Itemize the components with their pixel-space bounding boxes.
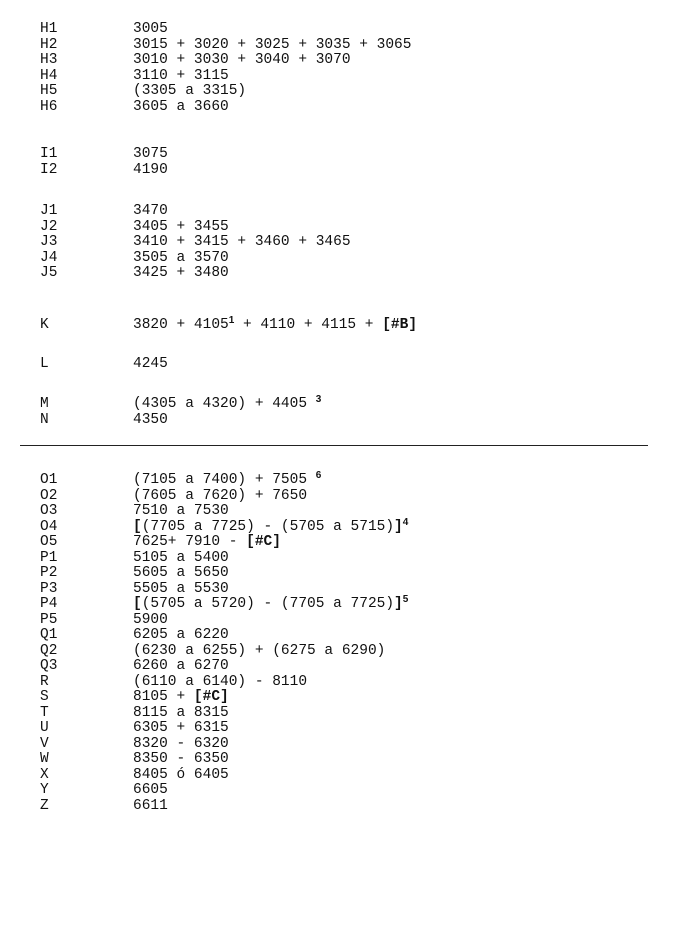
table-row xyxy=(0,235,700,251)
row-expression: (7605 a 7620) + 7650 xyxy=(133,487,308,504)
group-j xyxy=(0,204,700,282)
reference-tag: [#B] xyxy=(382,317,418,333)
row-expression: 3110 + 3115 xyxy=(133,67,229,84)
row-expression: 6260 a 6270 xyxy=(133,658,229,674)
row-code: O3 xyxy=(40,503,58,519)
row-code: N xyxy=(40,411,49,428)
group-i xyxy=(0,147,700,178)
row-expression xyxy=(133,470,322,489)
table-row xyxy=(0,22,700,38)
row-expression: (6230 a 6255) + (6275 a 6290) xyxy=(133,642,386,659)
row-code: W xyxy=(40,751,49,767)
footnote-marker: 6 xyxy=(315,470,322,481)
table-row xyxy=(0,413,700,429)
table-row xyxy=(0,53,700,69)
footnote-marker: 5 xyxy=(402,594,409,605)
row-expression: 3505 a 3570 xyxy=(133,249,229,266)
table-row xyxy=(0,470,700,489)
row-code: H2 xyxy=(40,36,58,53)
row-code: H3 xyxy=(40,52,58,68)
table-row xyxy=(0,516,700,536)
table-row xyxy=(0,204,700,220)
row-code: K xyxy=(40,317,49,333)
row-code: H5 xyxy=(40,83,58,99)
bracket-close: ] xyxy=(394,596,403,612)
row-code: Q2 xyxy=(40,642,58,659)
expression-part: 7625+ 7910 - xyxy=(133,534,247,550)
row-code: I2 xyxy=(40,161,58,178)
footnote-marker: 3 xyxy=(315,394,322,405)
table-row xyxy=(0,675,700,691)
footnote-marker: 4 xyxy=(402,516,409,528)
row-expression: 4245 xyxy=(133,356,168,372)
row-expression xyxy=(133,516,409,536)
row-expression: 6205 a 6220 xyxy=(133,627,229,643)
row-code: J2 xyxy=(40,218,58,235)
row-code: L xyxy=(40,356,49,372)
row-code: O2 xyxy=(40,487,58,504)
row-expression: 8350 - 6350 xyxy=(133,751,229,767)
section-divider xyxy=(20,445,648,446)
table-row xyxy=(0,357,700,373)
table-row xyxy=(0,69,700,85)
row-code: P4 xyxy=(40,596,58,612)
row-code: H4 xyxy=(40,67,58,84)
row-expression: 3005 xyxy=(133,21,168,37)
table-row xyxy=(0,551,700,567)
table-row xyxy=(0,315,700,334)
row-code: J5 xyxy=(40,265,58,281)
row-expression: 3075 xyxy=(133,146,168,162)
table-row xyxy=(0,582,700,598)
group-lower xyxy=(0,470,700,814)
row-expression xyxy=(133,690,229,706)
table-row xyxy=(0,489,700,505)
row-code: P1 xyxy=(40,549,58,566)
table-row xyxy=(0,266,700,282)
expression-part: (7705 a 7725) - (5705 a 5715) xyxy=(141,518,395,535)
table-row xyxy=(0,147,700,163)
row-code: T xyxy=(40,704,49,721)
row-expression: 3425 + 3480 xyxy=(133,265,229,281)
table-row xyxy=(0,38,700,54)
reference-tag: [#C] xyxy=(246,534,281,550)
row-expression: 5605 a 5650 xyxy=(133,565,229,581)
reference-tag: [#C] xyxy=(193,689,229,705)
row-expression: (6110 a 6140) - 8110 xyxy=(133,673,308,690)
table-row xyxy=(0,752,700,768)
row-code: J1 xyxy=(40,203,58,219)
row-expression: 3470 xyxy=(133,203,168,219)
row-code: O1 xyxy=(40,472,58,488)
row-expression: 8320 - 6320 xyxy=(133,735,229,752)
table-row xyxy=(0,613,700,629)
row-code: Z xyxy=(40,797,49,814)
table-row xyxy=(0,594,700,613)
row-code: X xyxy=(40,766,49,783)
group-l xyxy=(0,357,700,373)
row-expression: 6305 + 6315 xyxy=(133,720,229,736)
table-row xyxy=(0,721,700,737)
expression-part: 8105 + xyxy=(133,689,194,705)
row-code: O5 xyxy=(40,534,58,550)
group-h xyxy=(0,22,700,115)
row-code: J3 xyxy=(40,234,58,250)
table-row xyxy=(0,535,700,551)
row-expression: 8115 a 8315 xyxy=(133,704,229,721)
row-expression xyxy=(133,535,281,551)
footnote-marker: 1 xyxy=(228,315,235,326)
row-expression: 6605 xyxy=(133,782,168,798)
row-code: S xyxy=(40,689,49,705)
row-code: H6 xyxy=(40,98,58,115)
row-expression: 3410 + 3415 + 3460 + 3465 xyxy=(133,234,351,250)
row-code: I1 xyxy=(40,146,58,162)
row-expression: 5105 a 5400 xyxy=(133,549,229,566)
row-expression: 5505 a 5530 xyxy=(133,580,229,597)
table-row xyxy=(0,100,700,116)
table-row xyxy=(0,644,700,660)
row-code: O4 xyxy=(40,518,58,535)
bracket-close: ] xyxy=(394,518,403,535)
row-expression: 3015 + 3020 + 3025 + 3035 + 3065 xyxy=(133,36,412,53)
row-code: V xyxy=(40,735,49,752)
table-row xyxy=(0,706,700,722)
row-code: Q3 xyxy=(40,658,58,674)
table-row xyxy=(0,737,700,753)
table-row xyxy=(0,504,700,520)
row-code: Q1 xyxy=(40,627,58,643)
row-expression: 7510 a 7530 xyxy=(133,503,229,519)
expression-part: 3820 + 4105 xyxy=(133,317,229,333)
group-k xyxy=(0,315,700,334)
expression-part: (5705 a 5720) - (7705 a 7725) xyxy=(141,596,395,612)
row-expression xyxy=(133,315,418,334)
row-code: J4 xyxy=(40,249,58,266)
row-code: R xyxy=(40,673,49,690)
table-row xyxy=(0,690,700,706)
row-expression: 8405 ó 6405 xyxy=(133,766,229,783)
table-row xyxy=(0,799,700,815)
row-code: P3 xyxy=(40,580,58,597)
row-expression: 4190 xyxy=(133,161,168,178)
row-expression: 4350 xyxy=(133,411,168,428)
table-row xyxy=(0,628,700,644)
row-expression: (3305 a 3315) xyxy=(133,83,247,99)
table-row xyxy=(0,220,700,236)
row-expression xyxy=(133,594,409,613)
row-expression: 3405 + 3455 xyxy=(133,218,229,235)
row-code: P2 xyxy=(40,565,58,581)
row-expression: 6611 xyxy=(133,797,168,814)
bracket-open: [ xyxy=(133,518,142,535)
table-row xyxy=(0,163,700,179)
table-row xyxy=(0,394,700,413)
row-code: P5 xyxy=(40,611,58,628)
table-row xyxy=(0,783,700,799)
row-code: M xyxy=(40,396,49,412)
bracket-open: [ xyxy=(133,596,142,612)
row-expression xyxy=(133,394,322,413)
table-row xyxy=(0,84,700,100)
row-code: H1 xyxy=(40,21,58,37)
row-expression: 3010 + 3030 + 3040 + 3070 xyxy=(133,52,351,68)
table-row xyxy=(0,566,700,582)
row-code: U xyxy=(40,720,49,736)
expression-part: (7105 a 7400) + 7505 xyxy=(133,472,316,488)
table-row xyxy=(0,251,700,267)
row-code: Y xyxy=(40,782,49,798)
expression-part: (4305 a 4320) + 4405 xyxy=(133,396,316,412)
table-row xyxy=(0,659,700,675)
row-expression: 3605 a 3660 xyxy=(133,98,229,115)
table-row xyxy=(0,768,700,784)
row-expression: 5900 xyxy=(133,611,168,628)
expression-part: + 4110 + 4115 + xyxy=(234,317,383,333)
group-mn xyxy=(0,394,700,428)
